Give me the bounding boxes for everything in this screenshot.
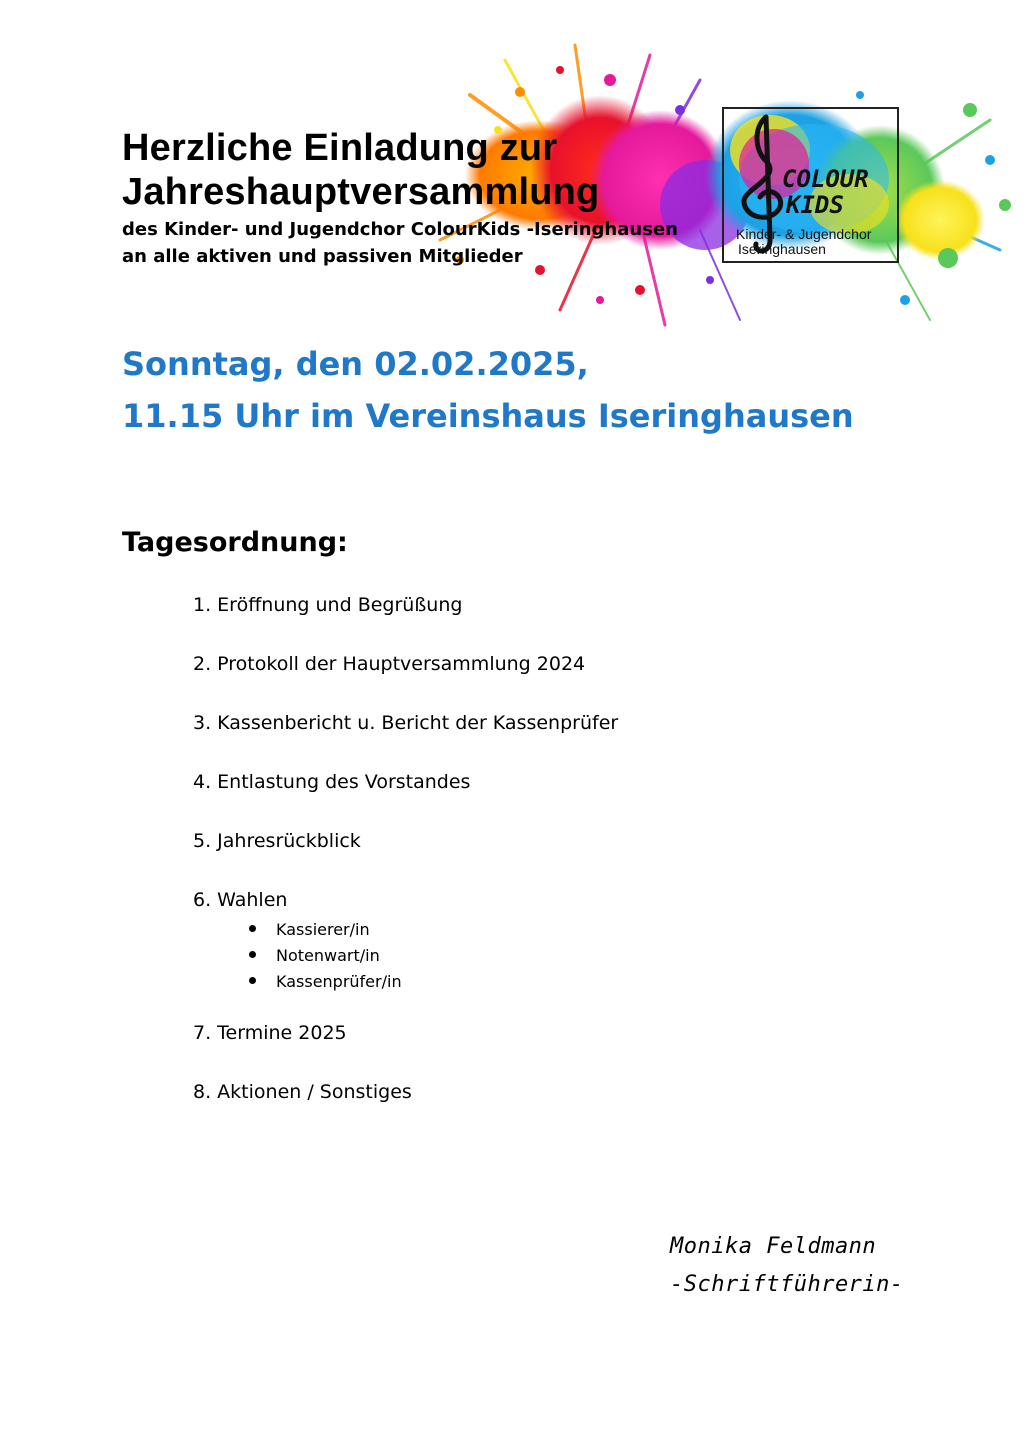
bullet-icon: [249, 977, 256, 984]
event-datetime: [122, 338, 854, 442]
agenda-item: 3. Kassenbericht u. Bericht der Kassenprüfer: [193, 712, 619, 734]
agenda-item: 7. Termine 2025: [193, 1022, 347, 1044]
svg-text:COLOUR: COLOUR: [782, 165, 869, 193]
logo-caption-1: Kinder- & Jugendchor: [736, 226, 872, 242]
invitation-header: [122, 126, 678, 270]
agenda-item: 8. Aktionen / Sonstiges: [193, 1081, 412, 1103]
logo-caption-2: Iseringhausen: [738, 241, 826, 257]
bullet-icon: [249, 925, 256, 932]
svg-text:KIDS: KIDS: [786, 191, 844, 219]
agenda-heading: Tagesordnung:: [122, 527, 348, 558]
agenda-item: 4. Entlastung des Vorstandes: [193, 771, 471, 793]
agenda-item: 2. Protokoll der Hauptversammlung 2024: [193, 653, 586, 675]
sublist-item: Kassierer/in: [249, 920, 370, 939]
colourkids-logo: [722, 107, 899, 263]
agenda-item: 5. Jahresrückblick: [193, 830, 361, 852]
title-line-2: Jahreshauptversammlung: [122, 171, 600, 213]
agenda-item: 6. Wahlen: [193, 889, 288, 911]
signature-role: -Schriftführerin-: [670, 1272, 904, 1297]
sublist-item: Kassenprüfer/in: [249, 972, 402, 991]
bullet-icon: [249, 951, 256, 958]
sublist-item: Notenwart/in: [249, 946, 380, 965]
agenda-item: 1. Eröffnung und Begrüßung: [193, 594, 463, 616]
signature: [670, 1228, 904, 1304]
signature-name: Monika Feldmann: [670, 1234, 877, 1259]
subtitle-line-2: an alle aktiven und passiven Mitglieder: [122, 246, 523, 267]
event-date: Sonntag, den 02.02.2025,: [122, 345, 589, 383]
subtitle-line-1: des Kinder- und Jugendchor ColourKids -Iseringhausen: [122, 219, 678, 240]
title-line-1: Herzliche Einladung zur: [122, 127, 558, 169]
event-time-place: 11.15 Uhr im Vereinshaus Iseringhausen: [122, 397, 854, 435]
